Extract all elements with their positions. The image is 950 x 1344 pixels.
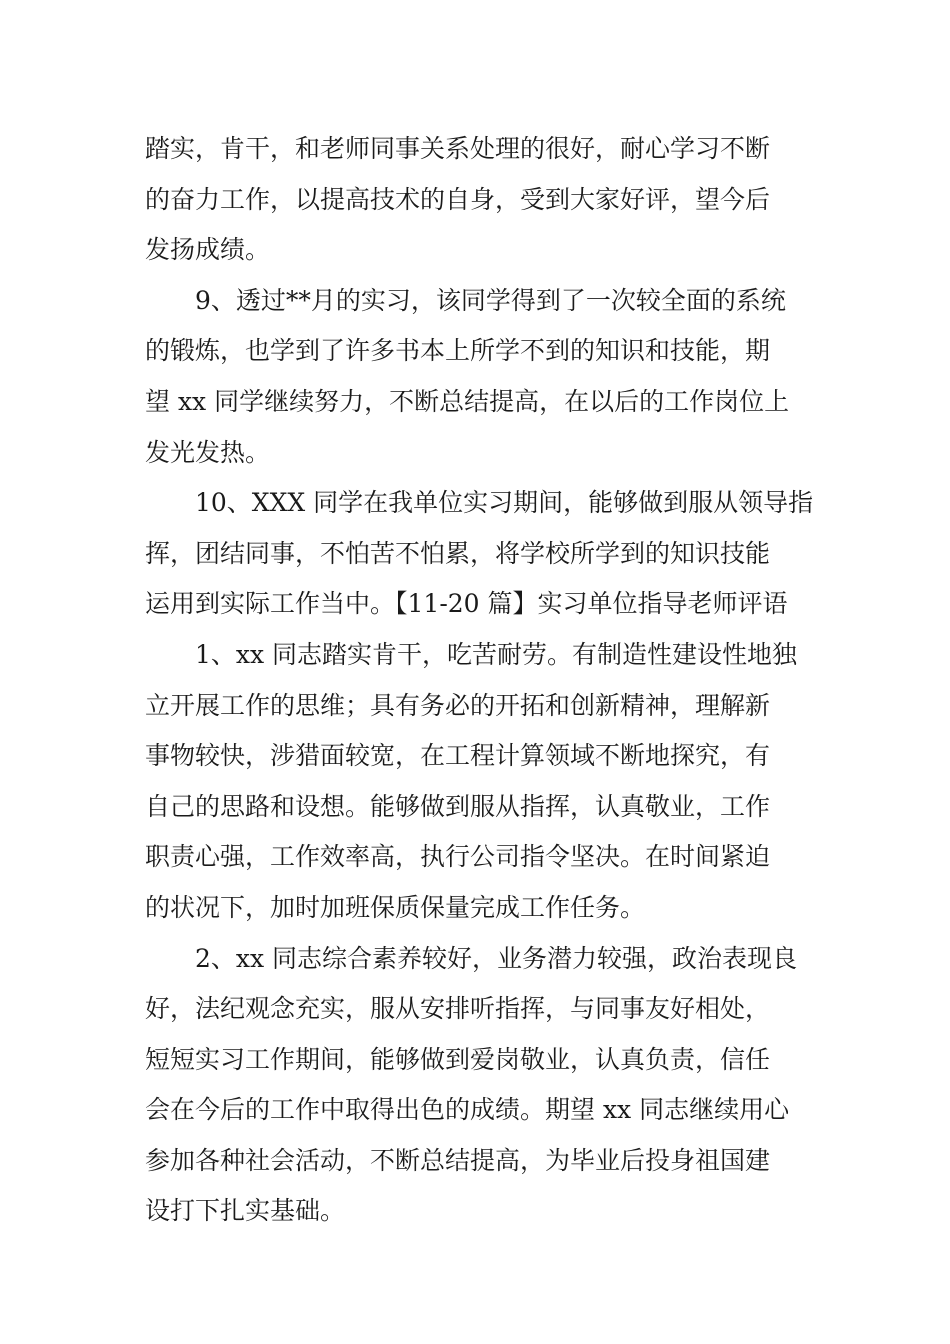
- text-line: 职责心强，工作效率高，执行公司指令坚决。在时间紧迫: [145, 842, 771, 872]
- text-line: 2、xx 同志综合素养较好，业务潜力较强，政治表现良: [195, 943, 798, 973]
- text-line: 好，法纪观念充实，服从安排听指挥，与同事友好相处，: [145, 994, 771, 1024]
- text-line: 9、透过**月的实习，该同学得到了一次较全面的系统: [195, 285, 786, 315]
- text-line: 望 xx 同学继续努力，不断总结提高，在以后的工作岗位上: [145, 386, 790, 416]
- text-line: 踏实，肯干，和老师同事关系处理的很好，耐心学习不断: [145, 134, 771, 163]
- text-line: 事物较快，涉猎面较宽，在工程计算领域不断地探究，有: [145, 741, 771, 771]
- text-line: 设打下扎实基础。: [145, 1196, 346, 1226]
- document-body: [145, 124, 814, 1237]
- text-line: 发扬成绩。: [145, 235, 271, 265]
- text-line: 会在今后的工作中取得出色的成绩。期望 xx 同志继续用心: [145, 1095, 790, 1125]
- text-line: 短短实习工作期间，能够做到爱岗敬业，认真负责，信任: [145, 1044, 771, 1074]
- text-line: 运用到实际工作当中。【11-20 篇】实习单位指导老师评语: [145, 589, 788, 619]
- text-line: 立开展工作的思维；具有务必的开拓和创新精神，理解新: [145, 690, 771, 720]
- text-line: 10、XXX 同学在我单位实习期间，能够做到服从领导指: [195, 488, 814, 518]
- text-line: 发光发热。: [145, 437, 271, 467]
- text-line: 挥，团结同事，不怕苦不怕累，将学校所学到的知识技能: [145, 538, 771, 568]
- text-line: 1、xx 同志踏实肯干，吃苦耐劳。有制造性建设性地独: [195, 639, 798, 669]
- text-line: 自己的思路和设想。能够做到服从指挥，认真敬业，工作: [145, 791, 771, 821]
- text-line: 的锻炼，也学到了许多书本上所学不到的知识和技能，期: [145, 336, 771, 366]
- text-line: 的奋力工作，以提高技术的自身，受到大家好评，望今后: [145, 184, 771, 214]
- text-line: 的状况下，加时加班保质保量完成工作任务。: [145, 892, 646, 922]
- text-line: 参加各种社会活动，不断总结提高，为毕业后投身祖国建: [145, 1145, 771, 1175]
